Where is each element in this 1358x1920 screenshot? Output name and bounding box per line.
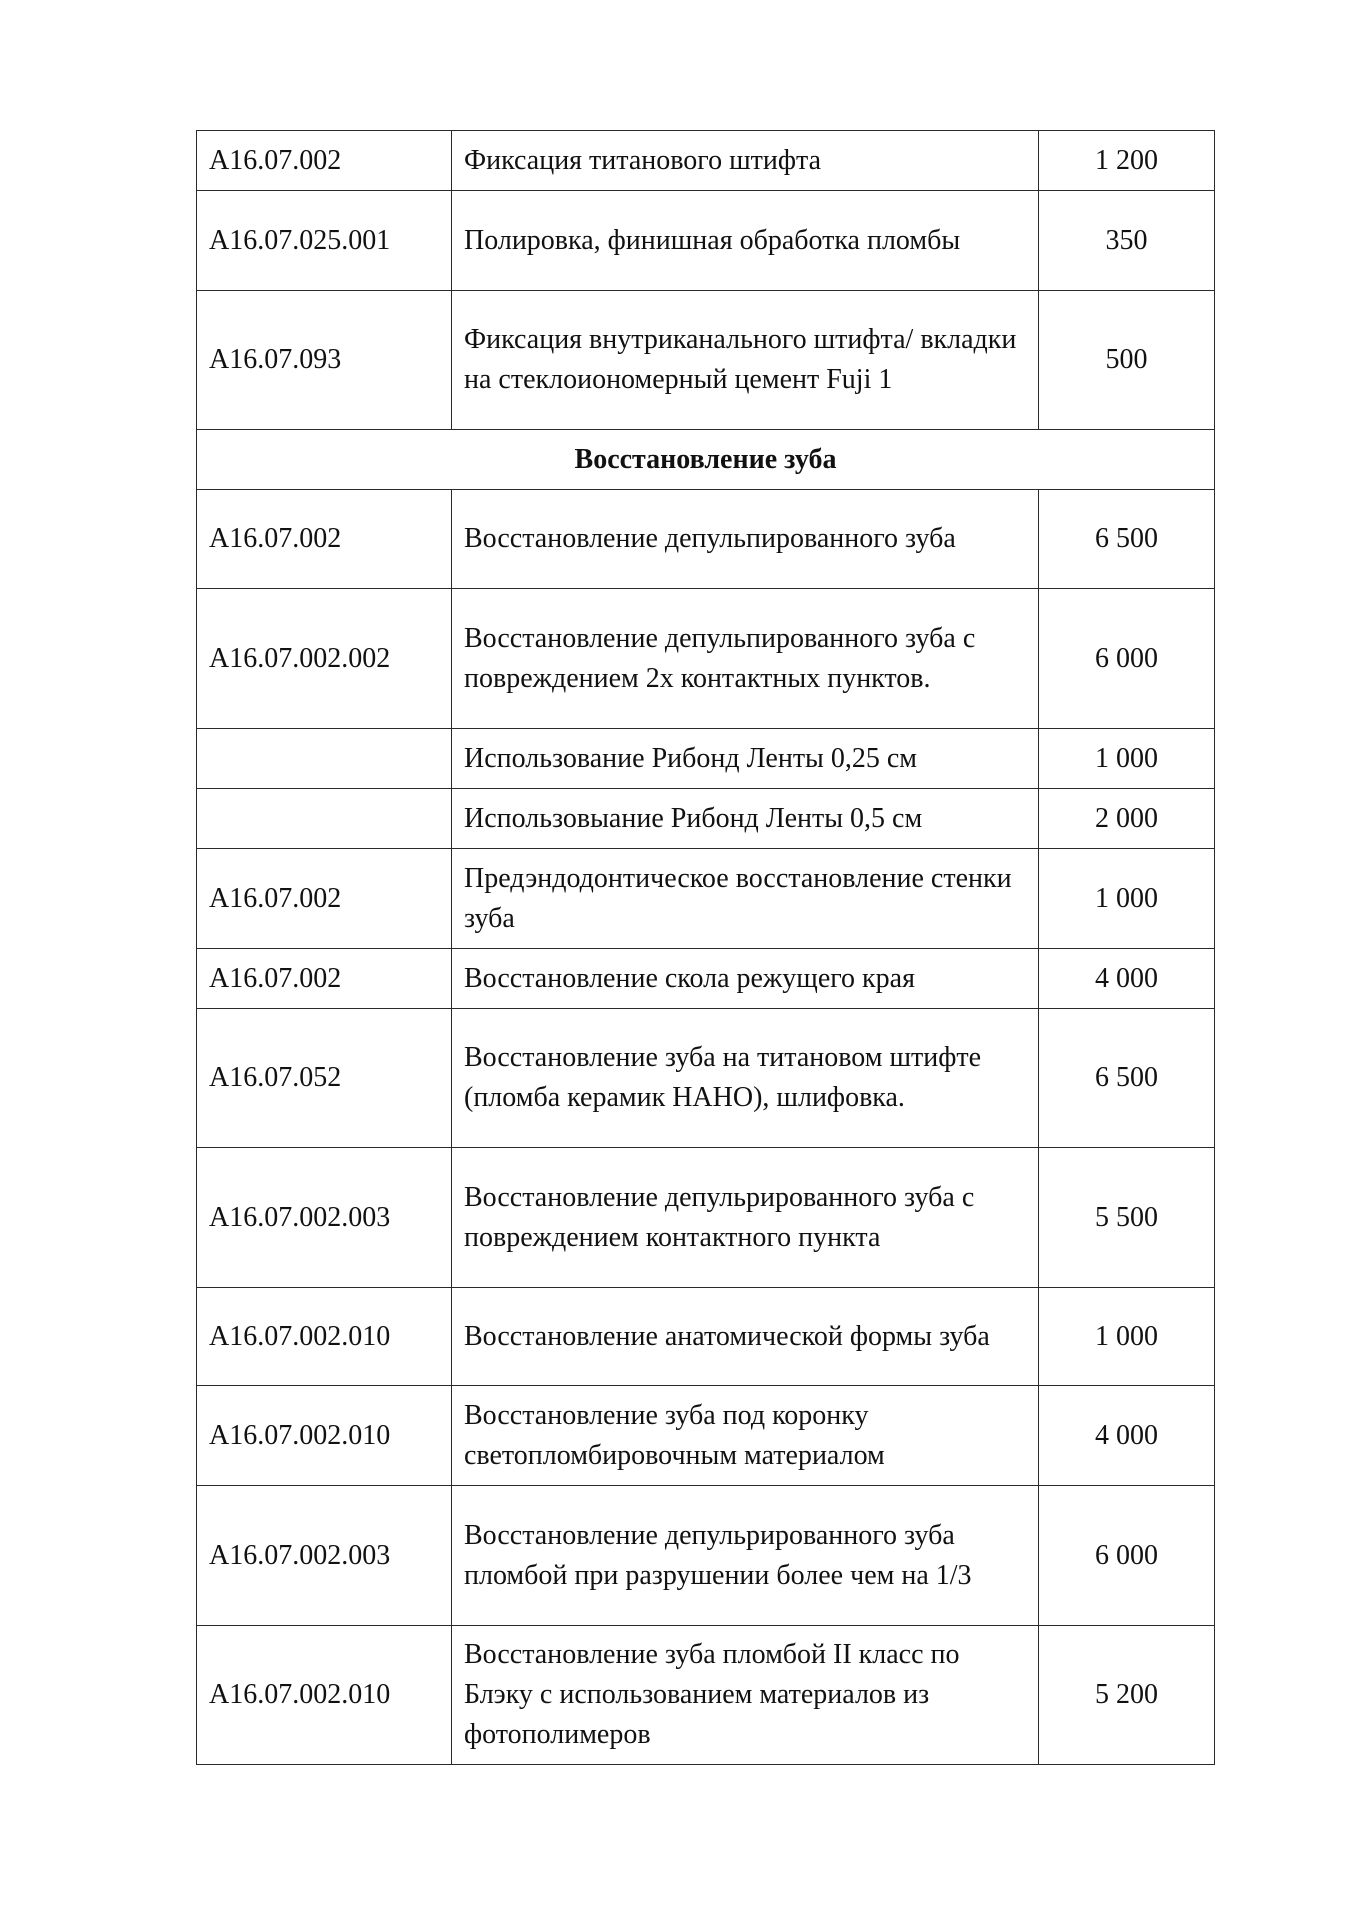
service-name: Восстановление зуба на титановом штифте (пломба керамик НАНО), шлифовка. (452, 1009, 1039, 1148)
service-price: 350 (1039, 191, 1215, 291)
table-row (197, 589, 1215, 729)
service-price: 4 000 (1039, 1386, 1215, 1486)
service-price: 2 000 (1039, 789, 1215, 849)
service-code: A16.07.002 (197, 849, 452, 949)
service-code: A16.07.002.003 (197, 1486, 452, 1626)
service-code: A16.07.025.001 (197, 191, 452, 291)
service-code (197, 729, 452, 789)
table-row (197, 949, 1215, 1009)
service-code: A16.07.002 (197, 131, 452, 191)
service-price: 500 (1039, 291, 1215, 430)
service-code: A16.07.002.010 (197, 1288, 452, 1386)
service-name: Фиксация внутриканального штифта/ вкладки на стеклоиономерный цемент Fuji 1 (452, 291, 1039, 430)
price-table-body (197, 131, 1215, 1765)
table-row (197, 291, 1215, 430)
table-row (197, 131, 1215, 191)
price-table (196, 130, 1215, 1765)
service-name: Восстановление депульрированного зуба пломбой при разрушении более чем на 1/3 (452, 1486, 1039, 1626)
table-row (197, 729, 1215, 789)
service-name: Полировка, финишная обработка пломбы (452, 191, 1039, 291)
service-price: 1 000 (1039, 729, 1215, 789)
table-row (197, 1486, 1215, 1626)
service-name: Использовыание Рибонд Ленты 0,5 см (452, 789, 1039, 849)
table-row (197, 191, 1215, 291)
service-price: 6 000 (1039, 589, 1215, 729)
service-code: A16.07.002 (197, 949, 452, 1009)
service-price: 6 000 (1039, 1486, 1215, 1626)
service-name: Восстановление зуба пломбой II класс по Блэку с использованием материалов из фотополимеров (452, 1626, 1039, 1765)
service-name: Восстановление анатомической формы зуба (452, 1288, 1039, 1386)
table-row (197, 789, 1215, 849)
table-row (197, 1386, 1215, 1486)
service-name: Использование Рибонд Ленты 0,25 см (452, 729, 1039, 789)
table-row (197, 490, 1215, 589)
service-price: 6 500 (1039, 1009, 1215, 1148)
service-name: Восстановление депульпированного зуба с повреждением 2х контактных пунктов. (452, 589, 1039, 729)
table-row (197, 1148, 1215, 1288)
service-name: Восстановление зуба под коронку светопломбировочным материалом (452, 1386, 1039, 1486)
service-code: A16.07.052 (197, 1009, 452, 1148)
service-code: A16.07.002.003 (197, 1148, 452, 1288)
service-name: Восстановление депульпированного зуба (452, 490, 1039, 589)
service-code: A16.07.002.010 (197, 1386, 452, 1486)
service-code: A16.07.002.010 (197, 1626, 452, 1765)
service-name: Предэндодонтическое восстановление стенки зуба (452, 849, 1039, 949)
table-row (197, 1009, 1215, 1148)
service-price: 1 200 (1039, 131, 1215, 191)
section-title: Восстановление зуба (197, 430, 1215, 490)
service-code: A16.07.002.002 (197, 589, 452, 729)
service-price: 6 500 (1039, 490, 1215, 589)
service-name: Фиксация титанового штифта (452, 131, 1039, 191)
service-name: Восстановление депульрированного зуба с повреждением контактного пункта (452, 1148, 1039, 1288)
service-code (197, 789, 452, 849)
service-price: 5 200 (1039, 1626, 1215, 1765)
table-row (197, 1288, 1215, 1386)
service-price: 5 500 (1039, 1148, 1215, 1288)
service-price: 1 000 (1039, 849, 1215, 949)
table-row (197, 849, 1215, 949)
table-row (197, 1626, 1215, 1765)
service-name: Восстановление скола режущего края (452, 949, 1039, 1009)
section-row (197, 430, 1215, 490)
service-code: A16.07.093 (197, 291, 452, 430)
service-price: 1 000 (1039, 1288, 1215, 1386)
service-code: A16.07.002 (197, 490, 452, 589)
service-price: 4 000 (1039, 949, 1215, 1009)
